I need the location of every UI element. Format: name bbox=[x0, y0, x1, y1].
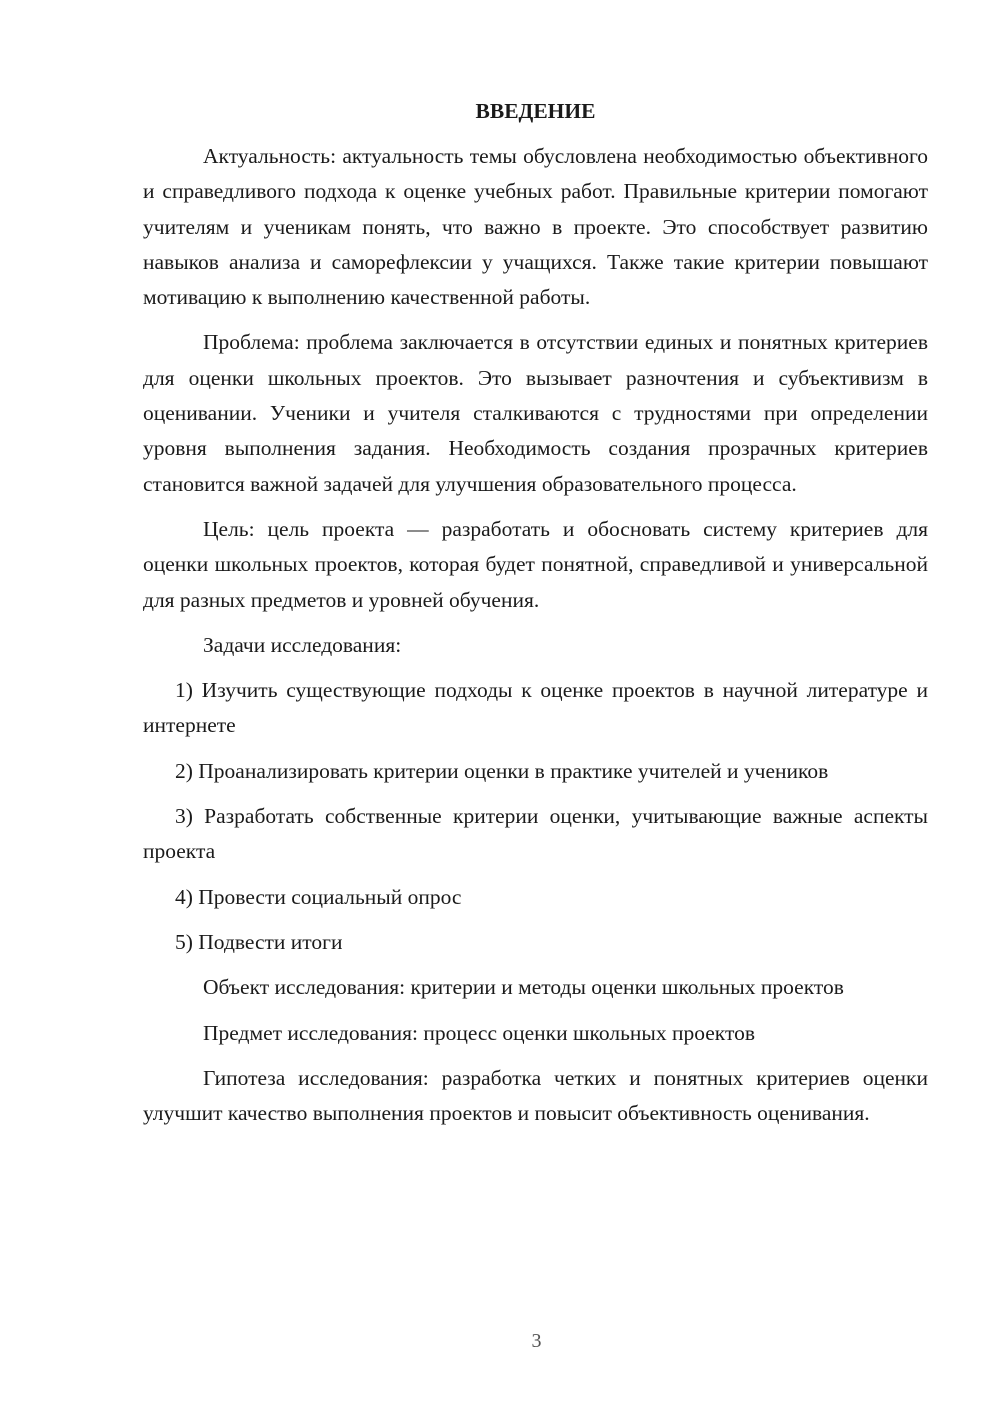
relevance-paragraph: Актуальность: актуальность темы обусловлена необходимостью объективного и справедливого подхода к оценке учебных работ. Правильные критерии помогают учителям и ученикам понять, что важно в проекте. Это способствует развитию навыков анализа и саморефлексии у учащихся. Также такие критерии повышают мотивацию к выполнению качественной работы. bbox=[143, 144, 928, 310]
document-page bbox=[143, 94, 928, 1141]
task-item: 4) Провести социальный опрос bbox=[175, 884, 462, 909]
task-item: 5) Подвести итоги bbox=[175, 929, 343, 954]
task-item: 1) Изучить существующие подходы к оценке проектов в научной литературе и интернете bbox=[143, 678, 928, 738]
page-number: 3 bbox=[531, 1330, 542, 1352]
subject-paragraph: Предмет исследования: процесс оценки школьных проектов bbox=[203, 1020, 755, 1045]
hypothesis-paragraph: Гипотеза исследования: разработка четких и понятных критериев оценки улучшит качество выполнения проектов и повысит объективность оценивания. bbox=[143, 1065, 928, 1126]
section-title: ВВЕДЕНИЕ bbox=[475, 99, 596, 123]
problem-paragraph: Проблема: проблема заключается в отсутствии единых и понятных критериев для оценки школьных проектов. Это вызывает разночтения и субъективизм в оценивании. Ученики и учителя сталкиваются с трудностями при определении уровня выполнения задания. Необходимость создания прозрачных критериев становится важной задачей для улучшения образовательного процесса. bbox=[143, 330, 928, 496]
goal-paragraph: Цель: цель проекта — разработать и обосновать систему критериев для оценки школьных проектов, которая будет понятной, справедливой и универсальной для разных предметов и уровней обучения. bbox=[143, 516, 928, 612]
task-item: 2) Проанализировать критерии оценки в практике учителей и учеников bbox=[175, 758, 829, 783]
tasks-heading: Задачи исследования: bbox=[203, 632, 402, 657]
object-paragraph: Объект исследования: критерии и методы оценки школьных проектов bbox=[203, 975, 844, 1000]
task-item: 3) Разработать собственные критерии оценки, учитывающие важные аспекты проекта bbox=[143, 804, 928, 864]
